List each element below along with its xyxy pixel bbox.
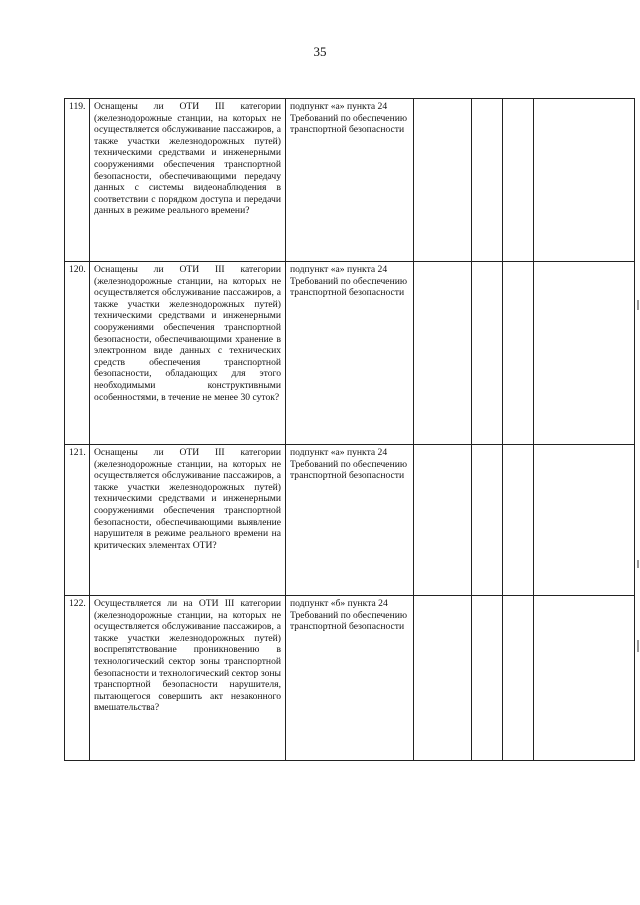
answer-cell-yes bbox=[414, 99, 472, 262]
notes-cell bbox=[534, 262, 635, 445]
notes-cell bbox=[534, 596, 635, 761]
question-text: Осуществляется ли на ОТИ III категории (железнодорожные станции, на которых не осуществляется обслуживание пассажиров, а также участки железнодорожных путей) воспрепятствование проникновению в технологический сектор зоны транспортной безопасности и технологический сектор зоны транспортной безопасности нарушителя, пытающегося совершить акт незаконного вмешательства? bbox=[90, 596, 286, 761]
checklist-table bbox=[64, 98, 635, 761]
table-row bbox=[65, 262, 635, 445]
table-row bbox=[65, 99, 635, 262]
answer-cell-no bbox=[472, 445, 503, 596]
answer-cell-na bbox=[503, 445, 534, 596]
question-text: Оснащены ли ОТИ III категории (железнодорожные станции, на которых не осуществляется обслуживание пассажиров, а также участки железнодорожных путей) техническими средствами и инженерными сооружениями обеспечения транспортной безопасности, обеспечивающими выявление нарушителя в режиме реального времени на критических элементах ОТИ? bbox=[90, 445, 286, 596]
answer-cell-no bbox=[472, 596, 503, 761]
page-number: 35 bbox=[313, 44, 327, 59]
row-number: 119. bbox=[65, 99, 90, 262]
question-text: Оснащены ли ОТИ III категории (железнодорожные станции, на которых не осуществляется обслуживание пассажиров, а также участки железнодорожных путей) техническими средствами и инженерными сооружениями обеспечения транспортной безопасности, обеспечивающими хранение в электронном виде данных с технических средств обеспечения транспортной безопасности, обладающих для этого необходимыми конструктивными особенностями, в течение не менее 30 суток? bbox=[90, 262, 286, 445]
answer-cell-na bbox=[503, 262, 534, 445]
notes-cell bbox=[534, 445, 635, 596]
requirement-reference: подпункт «а» пункта 24 Требований по обеспечению транспортной безопасности bbox=[286, 99, 414, 262]
table-row bbox=[65, 596, 635, 761]
answer-cell-na bbox=[503, 596, 534, 761]
notes-cell bbox=[534, 99, 635, 262]
question-text: Оснащены ли ОТИ III категории (железнодорожные станции, на которых не осуществляется обслуживание пассажиров, а также участки железнодорожных путей) техническими средствами и инженерными сооружениями обеспечения транспортной безопасности, обеспечивающими передачу данных с системы видеонаблюдения в соответствии с порядком доступа и передачи данных в режиме реального времени? bbox=[90, 99, 286, 262]
requirement-reference: подпункт «б» пункта 24 Требований по обеспечению транспортной безопасности bbox=[286, 596, 414, 761]
requirement-reference: подпункт «а» пункта 24 Требований по обеспечению транспортной безопасности bbox=[286, 262, 414, 445]
scan-edge-marks bbox=[636, 0, 640, 905]
answer-cell-yes bbox=[414, 596, 472, 761]
requirement-reference: подпункт «а» пункта 24 Требований по обеспечению транспортной безопасности bbox=[286, 445, 414, 596]
row-number: 121. bbox=[65, 445, 90, 596]
answer-cell-no bbox=[472, 262, 503, 445]
row-number: 122. bbox=[65, 596, 90, 761]
answer-cell-yes bbox=[414, 445, 472, 596]
table-row bbox=[65, 445, 635, 596]
answer-cell-yes bbox=[414, 262, 472, 445]
answer-cell-na bbox=[503, 99, 534, 262]
row-number: 120. bbox=[65, 262, 90, 445]
answer-cell-no bbox=[472, 99, 503, 262]
